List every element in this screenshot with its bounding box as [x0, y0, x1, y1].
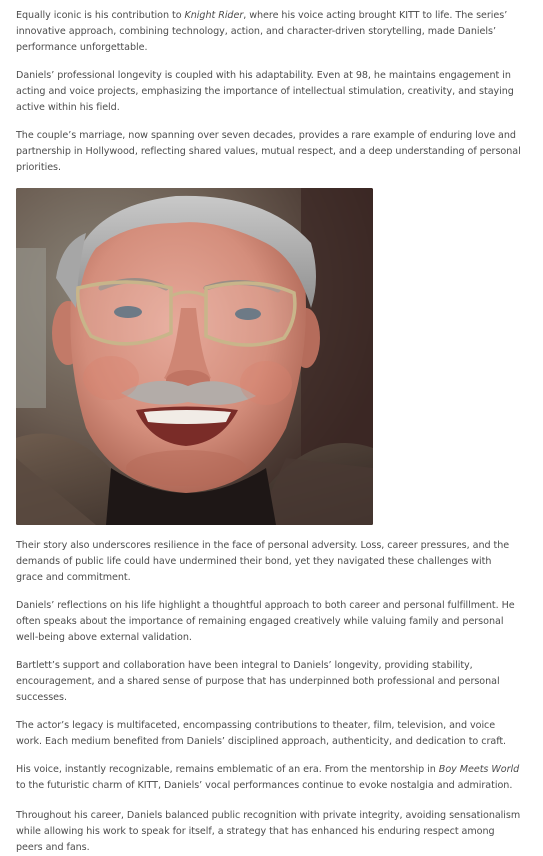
- paragraph-text: to the futuristic charm of KITT, Daniels’ vocal performances continue to evoke nostalgia and admiration.: [16, 780, 513, 791]
- paragraph-voice: [16, 762, 521, 794]
- paragraph-longevity: Daniels’ professional longevity is coupled with his adaptability. Even at 98, he maintains engagement in acting and voice projects, emphasizing the importance of intellectual stimulation, creativity, and staying active within his field.: [16, 70, 514, 113]
- paragraph-resilience: Their story also underscores resilience in the face of personal adversity. Loss, career pressures, and the demands of public life could have undermined their bond, yet they navigated these challenges with grace and commitment.: [16, 540, 510, 583]
- paragraph-knight-rider: [16, 8, 521, 56]
- portrait-illustration: [16, 188, 373, 525]
- paragraph-legacy: The actor’s legacy is multifaceted, encompassing contributions to theater, film, television, and voice work. Each medium benefited from Daniels’ disciplined approach, authenticity, and dedication to craft.: [16, 720, 507, 747]
- paragraph-marriage: The couple’s marriage, now spanning over seven decades, provides a rare example of enduring love and partnership in Hollywood, reflecting shared values, mutual respect, and a deep understanding of personal priorities.: [16, 130, 521, 173]
- paragraph-text: , where his voice acting brought KITT to life. The series’ innovative approach, combining technology, action, and character-driven storytelling, made Daniels’ performance unforgettable.: [16, 10, 508, 53]
- show-title-boy-meets-world: Boy Meets World: [438, 764, 520, 775]
- paragraph-text: His voice, instantly recognizable, remains emblematic of an era. From the mentorship in: [16, 764, 439, 775]
- paragraph-bartlett-support: Bartlett’s support and collaboration have been integral to Daniels’ longevity, providing stability, encouragement, and a shared sense of purpose that has underpinned both professional and personal successes.: [16, 660, 500, 703]
- paragraph-reflections: Daniels’ reflections on his life highlight a thoughtful approach to both career and personal fulfillment. He often speaks about the importance of remaining engaged creatively while valuing family and personal well-being above external validation.: [16, 600, 515, 643]
- paragraph-career-balance: Throughout his career, Daniels balanced public recognition with private integrity, avoiding sensationalism while allowing his work to speak for itself, a strategy that has enhanced his enduring respect among peers and fans.: [16, 810, 521, 853]
- paragraph-text: Equally iconic is his contribution to: [16, 10, 185, 21]
- show-title-knight-rider: Knight Rider: [184, 10, 244, 21]
- portrait-photo: [16, 188, 373, 525]
